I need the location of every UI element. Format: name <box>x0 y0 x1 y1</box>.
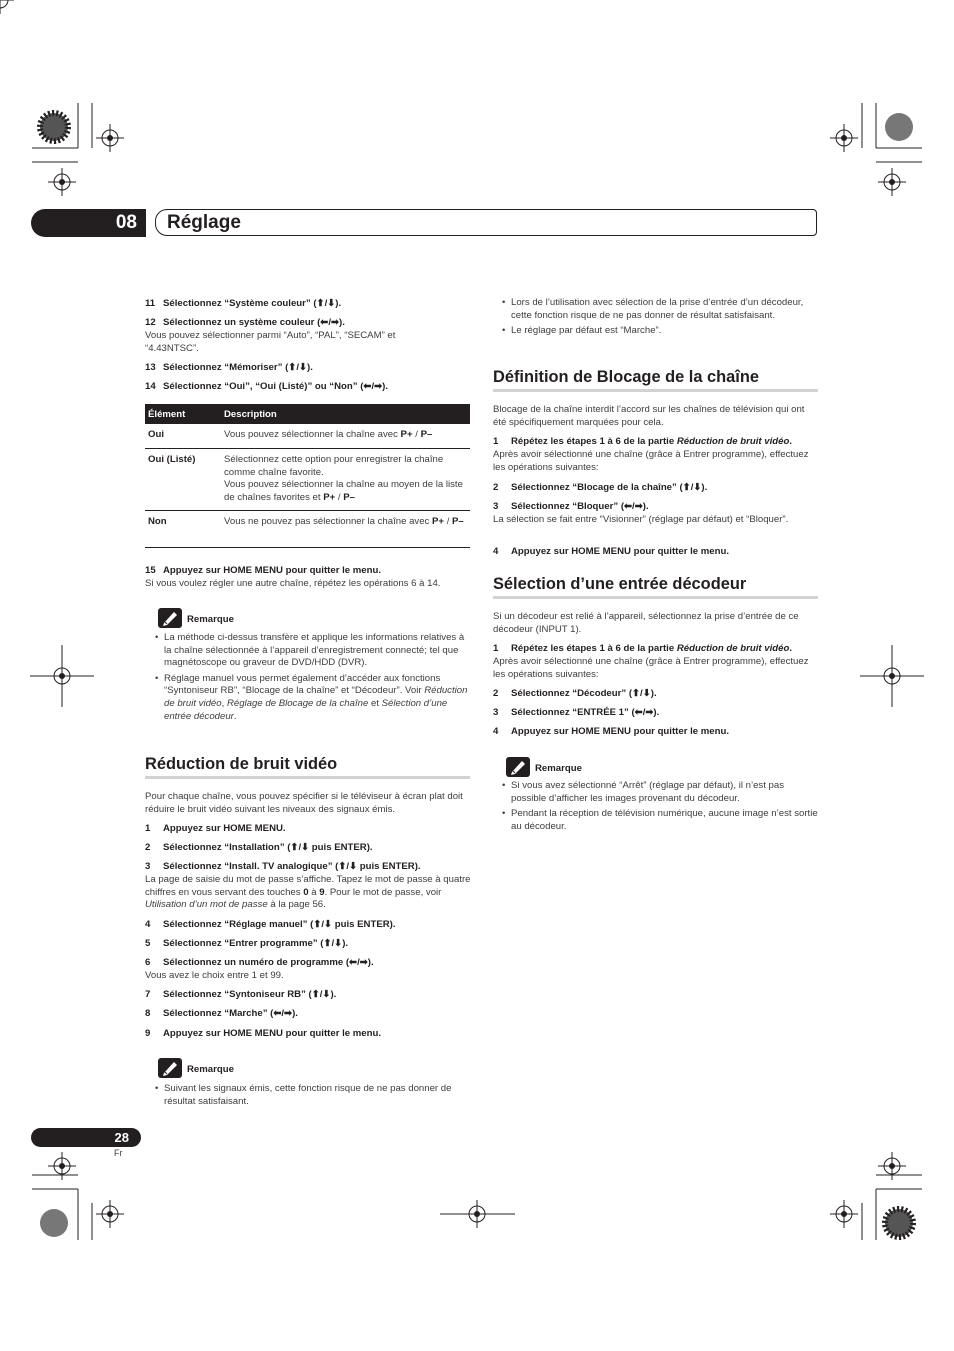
noise-step-1: 1 Appuyez sur HOME MENU. <box>145 823 286 834</box>
chapter-number: 08 <box>115 212 137 233</box>
list-item: • Le réglage par défaut est “Marche”. <box>502 325 817 338</box>
step-12-body: Vous pouvez sélectionner parmi “Auto”, “PAL”, “SECAM” et “4.43NTSC”. <box>145 330 396 354</box>
noise-step-6: 6 Sélectionnez un numéro de programme (⬅/➡). <box>145 957 374 968</box>
noise-step-2: 2 Sélectionnez “Installation” (⬆/⬇ puis ENTER). <box>145 842 373 853</box>
noise-step-3: 3 Sélectionnez “Install. TV analogique” (⬆/⬇ puis ENTER). <box>145 861 421 872</box>
section-title-noise: Réduction de bruit vidéo <box>145 755 338 773</box>
top-bullet-list <box>502 297 817 341</box>
note-1-list <box>155 632 470 726</box>
section-intro: Pour chaque chaîne, vous pouvez spécifier si le téléviseur à écran plat doit réduire le bruit vidéo suivant les niveaux des signaux émis. <box>145 791 463 815</box>
decoder-step-3: 3 Sélectionnez “ENTRÉE 1” (⬅/➡). <box>493 707 660 718</box>
noise-step-7: 7 Sélectionnez “Syntoniseur RB” (⬆/⬇). <box>145 989 337 1000</box>
list-item: • Lors de l’utilisation avec sélection de la prise d’entrée d’un décodeur, cette fonction risque de ne pas donner de résultat satisfaisant. <box>502 297 817 322</box>
noise-step-4: 4 Sélectionnez “Réglage manuel” (⬆/⬇ puis ENTER). <box>145 919 396 930</box>
note-2-list <box>155 1083 470 1111</box>
block-step-4: 4 Appuyez sur HOME MENU pour quitter le menu. <box>493 546 730 557</box>
section-divider <box>493 596 818 599</box>
table-row: Oui (Listé) Sélectionnez cette option pour enregistrer la chaîne comme chaîne favorite. Vous pouvez sélectionner la chaîne au moyen de la liste de chaînes favorites et P+ / P– <box>145 449 470 511</box>
step-12: 12 Sélectionnez un système couleur (⬅/➡). <box>145 317 345 328</box>
noise-step-9: 9 Appuyez sur HOME MENU pour quitter le menu. <box>145 1028 382 1039</box>
note-label: Remarque <box>187 1064 234 1075</box>
section-divider <box>145 776 470 779</box>
decoder-step-1-body: Après avoir sélectionné une chaîne (grâce à Entrer programme), effectuez les opérations suivantes: <box>493 656 809 680</box>
section-intro: Blocage de la chaîne interdit l’accord sur les chaînes de télévision qui ont été spécifiquement marquées pour cela. <box>493 404 805 428</box>
note-pencil-icon <box>158 1058 182 1078</box>
block-step-1: 1 Répétez les étapes 1 à 6 de la partie Réduction de bruit vidéo. <box>493 436 792 447</box>
block-step-3-body: La sélection se fait entre “Visionner” (réglage par défaut) et “Bloquer”. <box>493 514 789 525</box>
options-table <box>145 404 470 548</box>
list-item: • La méthode ci-dessus transfère et applique les informations relatives à la chaîne sélectionnée à l’appareil d’enregistrement connecté; tel que magnétoscope ou graveur de DVD/HDD (DVR). <box>155 632 470 670</box>
decoder-step-1: 1 Répétez les étapes 1 à 6 de la partie Réduction de bruit vidéo. <box>493 643 792 654</box>
block-step-3: 3 Sélectionnez “Bloquer” (⬅/➡). <box>493 501 649 512</box>
chapter-title-bar <box>155 209 817 236</box>
table-header-description: Description <box>221 404 470 424</box>
list-item: • Réglage manuel vous permet également d’accéder aux fonctions “Syntoniseur RB”, “Blocage de la chaîne” et “Décodeur”. Voir Réduction de bruit vidéo, Réglage de Blocage de la chaîne et Sélection d’une entrée décodeur. <box>155 673 470 723</box>
note-label: Remarque <box>187 614 234 625</box>
table-header-element: Élément <box>145 404 221 424</box>
decoder-step-4: 4 Appuyez sur HOME MENU pour quitter le menu. <box>493 726 730 737</box>
chapter-number-badge <box>31 209 146 237</box>
step-11: 11 Sélectionnez “Système couleur” (⬆/⬇). <box>145 298 342 309</box>
noise-step-5: 5 Sélectionnez “Entrer programme” (⬆/⬇). <box>145 938 349 949</box>
list-item: • Si vous avez sélectionné “Arrêt” (réglage par défaut), il n’est pas possible d’afficher les images provenant du décodeur. <box>502 780 820 805</box>
section-title-block: Définition de Blocage de la chaîne <box>493 368 759 386</box>
section-intro: Si un décodeur est relié à l’appareil, sélectionnez la prise d’entrée de ce décodeur (INPUT 1). <box>493 611 799 635</box>
step-15-body: Si vous voulez régler une autre chaîne, répétez les opérations 6 à 14. <box>145 578 441 589</box>
list-item: • Suivant les signaux émis, cette fonction risque de ne pas donner de résultat satisfaisant. <box>155 1083 470 1108</box>
block-step-2: 2 Sélectionnez “Blocage de la chaîne” (⬆/⬇). <box>493 482 708 493</box>
step-13: 13 Sélectionnez “Mémoriser” (⬆/⬇). <box>145 362 313 373</box>
language-code: Fr <box>114 1148 123 1158</box>
section-divider <box>493 389 818 392</box>
page-number-badge <box>31 1128 141 1147</box>
table-row: Non Vous ne pouvez pas sélectionner la chaîne avec P+ / P– <box>145 511 470 548</box>
note-label: Remarque <box>535 763 582 774</box>
note-pencil-icon <box>158 608 182 628</box>
block-step-1-body: Après avoir sélectionné une chaîne (grâce à Entrer programme), effectuez les opérations suivantes: <box>493 449 809 473</box>
note-3-list <box>502 780 820 836</box>
noise-step-3-body: La page de saisie du mot de passe s’affiche. Tapez le mot de passe à quatre chiffres en vous servant des touches 0 à 9. Pour le mot de passe, voir Utilisation d’un mot de passe à la page 56. <box>145 874 471 911</box>
note-pencil-icon <box>506 757 530 777</box>
chapter-title: Réglage <box>167 212 241 233</box>
noise-step-8: 8 Sélectionnez “Marche” (⬅/➡). <box>145 1008 298 1019</box>
section-title-decoder: Sélection d’une entrée décodeur <box>493 575 747 593</box>
decoder-step-2: 2 Sélectionnez “Décodeur” (⬆/⬇). <box>493 688 657 699</box>
list-item: • Pendant la réception de télévision numérique, aucune image n’est sortie au décodeur. <box>502 808 820 833</box>
step-14: 14 Sélectionnez “Oui”, “Oui (Listé)” ou “Non” (⬅/➡). <box>145 381 389 392</box>
step-15: 15 Appuyez sur HOME MENU pour quitter le menu. <box>145 565 382 576</box>
noise-step-6-body: Vous avez le choix entre 1 et 99. <box>145 970 284 981</box>
page-number: 28 <box>114 1130 129 1145</box>
table-row: Oui Vous pouvez sélectionner la chaîne avec P+ / P– <box>145 424 470 449</box>
